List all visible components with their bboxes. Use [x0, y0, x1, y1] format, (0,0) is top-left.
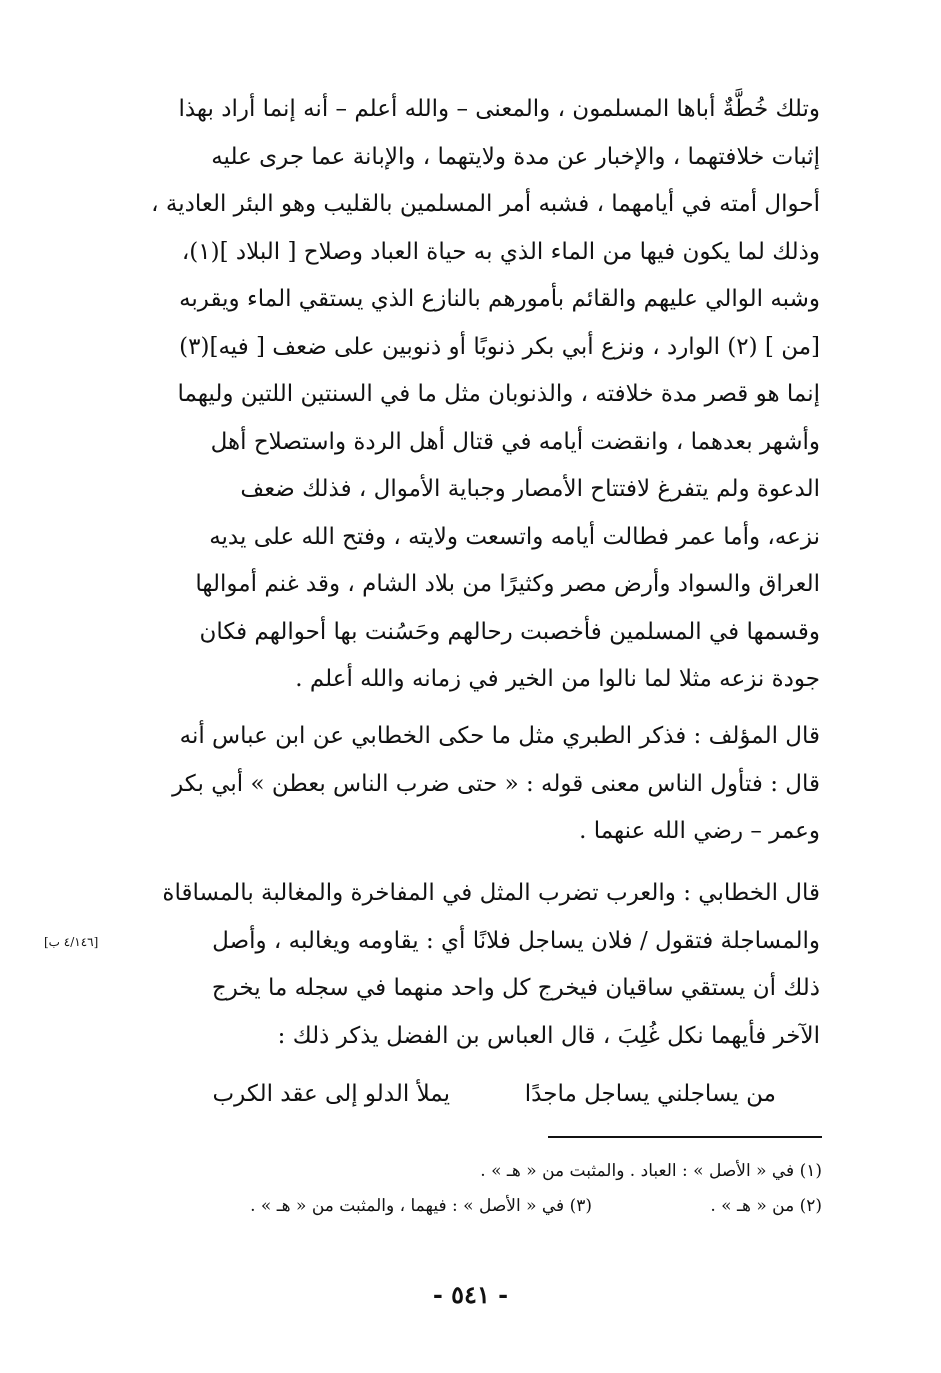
text-line: جودة نزعه مثلا لما نالوا من الخير في زمانه والله أعلم . [295, 666, 820, 692]
text-line: وأشهر بعدهما ، وانقضت أيامه في قتال أهل الردة واستصلاح أهل [210, 428, 820, 455]
verse-first-hemistich: من يساجلني يساجل ماجدًا [524, 1081, 776, 1107]
page-number: - ٥٤١ - [432, 1280, 509, 1309]
footnote-1: (١) في « الأصل » : العباد . والمثبت من « هـ » . [480, 1161, 822, 1181]
text-line: إثبات خلافتهما ، والإخبار عن مدة ولايتهما ، والإبانة عما جرى عليه [211, 143, 820, 170]
paragraph-2 [128, 713, 820, 856]
text-line: وشبه الوالي عليهم والقائم بأمورهم بالنازع الذي يستقي الماء ويقربه [179, 286, 820, 312]
paragraph-1 [128, 86, 820, 704]
text-line: قال : فتأول الناس معنى قوله : « حتى ضرب الناس بعطن » أبي بكر [172, 770, 820, 797]
text-line: وذلك لما يكون فيها من الماء الذي به حياة العباد وصلاح [ البلاد ](١)، [181, 238, 820, 265]
text-line: قال الخطابي : والعرب تضرب المثل في المفاخرة والمغالبة بالمساقاة [162, 880, 820, 906]
text-line: الآخر فأيهما نكل غُلِبَ ، قال العباس بن الفضل يذكر ذلك : [277, 1022, 820, 1049]
poem-verse [128, 1073, 820, 1121]
text-line: إنما هو قصر مدة خلافته ، والذنوبان مثل ما في السنتين اللتين وليهما [177, 381, 820, 407]
text-line: الدعوة ولم يتفرغ لافتتاح الأمصار وجباية الأموال ، فذلك ضعف [240, 476, 820, 502]
text-line: العراق والسواد وأرض مصر وكثيرًا من بلاد الشام ، وقد غنم أموالها [195, 571, 820, 597]
text-line: وعمر – رضي الله عنهما . [579, 818, 820, 844]
text-line: وتلك خُطَّةٌ أباها المسلمون ، والمعنى – والله أعلم – أنه إنما أراد بهذا [178, 96, 820, 122]
text-line: أحوال أمته في أيامهما ، فشبه أمر المسلمين بالقليب وهو البئر العادية ، [151, 191, 820, 217]
footnote-2: (٢) من « هـ » . [710, 1196, 822, 1216]
footnote-line-2 [140, 1196, 822, 1216]
footnote-divider [548, 1136, 822, 1138]
text-line: نزعه، وأما عمر فطالت أيامه واتسعت ولايته ، وفتح الله على يديه [209, 523, 820, 550]
text-line: [من ] (٢) الوارد ، ونزع أبي بكر ذنوبًا أو ذنوبين على ضعف [ فيه](٣) [179, 333, 820, 360]
paragraph-3 [128, 870, 820, 1060]
manuscript-folio-note: [٤/١٤٦ ب] [44, 935, 99, 949]
verse-second-hemistich: يملأ الدلو إلى عقد الكرب [212, 1081, 450, 1107]
text-line: قال المؤلف : فذكر الطبري مثل ما حكى الخطابي عن ابن عباس أنه [179, 723, 820, 749]
footnote-3: (٣) في « الأصل » : فيهما ، والمثبت من « هـ » . [250, 1196, 592, 1216]
text-line: والمساجلة فتقول / فلان يساجل فلانًا أي : يقاومه ويغالبه ، وأصل [212, 927, 820, 954]
text-line: ذلك أن يستقي ساقيان فيخرج كل واحد منهما في سجله ما يخرج [211, 975, 820, 1001]
text-line: وقسمها في المسلمين فأخصبت رحالهم وحَسُنت بها أحوالهم فكان [199, 618, 820, 645]
